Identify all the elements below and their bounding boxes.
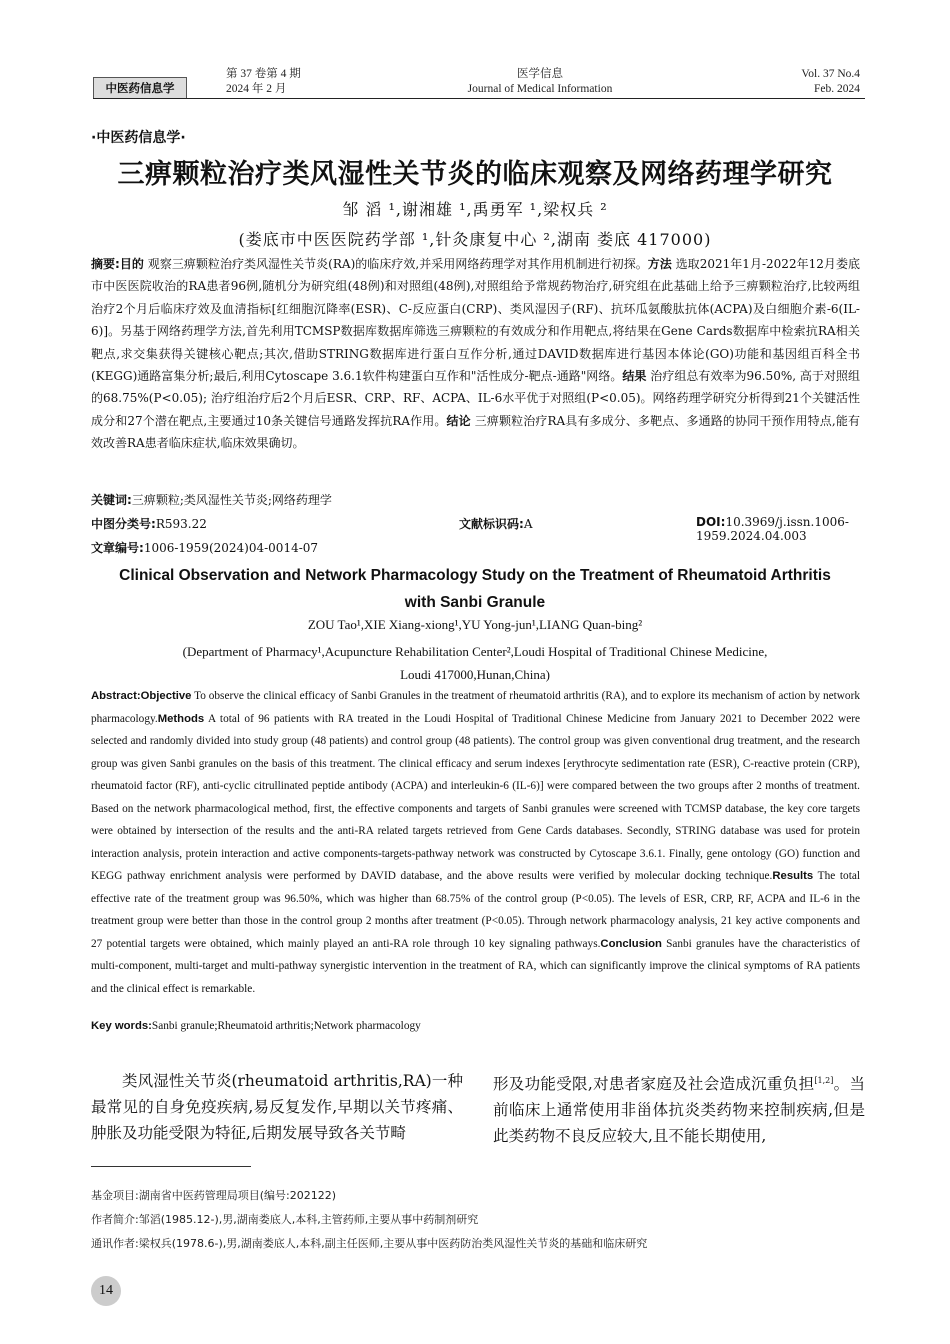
- keywords-cn-text: 三痹颗粒;类风湿性关节炎;网络药理学: [131, 493, 332, 507]
- en-objective-text: To observe the clinical efficacy of Sanbi Granules in the treatment of rheumatoid arthritis (RA), and to explore its mechanism of action by network pharmacology.: [91, 690, 860, 725]
- article-number: [91, 539, 318, 556]
- en-methods-label: Methods: [157, 712, 205, 725]
- header-journal-cn: 医学信息: [517, 68, 563, 80]
- en-conclusion-text: Sanbi granules have the characteristics of multi-component, multi-target and multi-pathway synergistic intervention in the treatment of RA, which can significantly improve the clinical symptoms of RA patients and the clinical effect is remarkable.: [91, 937, 860, 995]
- keywords-cn-label: 关键词:: [91, 493, 132, 507]
- footnote-author: 作者简介:邹滔(1985.12-),男,湖南娄底人,本科,主管药师,主要从事中药制剂研究: [91, 1213, 479, 1226]
- header-date-en: Feb. 2024: [814, 83, 860, 95]
- en-results-text: The total effective rate of the treatment group was 96.50%, which was higher than 68.75% of the control group (P<0.05). The levels of ESR, CRP, RF, ACPA and IL-6 in the treatment group were better than those in the control group 2 months after treatment (P<0.05). Through network pharmacology analysis, 21 key active components and 27 potential targets were obtained, which mainly played an anti-RA role through 10 key signaling pathways.: [91, 870, 860, 950]
- abstract-cn-label: 摘要:: [91, 257, 120, 271]
- doi-label: DOI:: [696, 515, 726, 529]
- keywords-en-text: Sanbi granule;Rheumatoid arthritis;Network pharmacology: [151, 1020, 421, 1032]
- body-column-right: [493, 1068, 865, 1149]
- journal-section-tab: 中医药信息学: [93, 77, 187, 99]
- classification-row: [91, 515, 860, 543]
- footnote-corresponding: 通讯作者:梁权兵(1978.6-),男,湖南娄底人,本科,副主任医师,主要从事中医药防治类风湿性关节炎的基础和临床研究: [91, 1237, 648, 1250]
- article-number-value: 1006-1959(2024)04-0014-07: [143, 541, 319, 555]
- header-volume-issue: 第 37 卷第 4 期: [226, 68, 301, 80]
- en-affiliation: [0, 640, 950, 686]
- header-journal-en: Journal of Medical Information: [467, 83, 613, 95]
- abstract-cn: [91, 253, 860, 455]
- clc: [91, 517, 207, 531]
- citation-ref: [1,2]: [814, 1076, 834, 1085]
- page-title: 三痹颗粒治疗类风湿性关节炎的临床观察及网络药理学研究: [117, 159, 833, 190]
- article-number-label: 文章编号:: [91, 541, 144, 555]
- authors: 邹 滔 ¹,谢湘雄 ¹,禹勇军 ¹,梁权兵 ²: [342, 200, 608, 219]
- en-affil-line1: (Department of Pharmacy¹,Acupuncture Rehabilitation Center²,Loudi Hospital of Traditional Chinese Medicine,: [182, 644, 768, 659]
- keywords-cn: [91, 491, 332, 508]
- doc-label: 文献标识码:: [459, 517, 524, 531]
- keywords-en-label: Key words:: [91, 1020, 152, 1032]
- en-conclusion-label: Conclusion: [600, 937, 662, 950]
- keywords-en: [91, 1020, 421, 1032]
- methods-text: 选取2021年1月-2022年12月娄底市中医医院收治的RA患者96例,随机分为研究组(48例)和对照组(48例),对照组给予常规药物治疗,研究组在此基础上给予三痹颗粒治疗,比较两组治疗2个月后临床疗效及血清指标[红细胞沉降率(ESR)、C-反应蛋白(CRP)、类风湿因子(RF)、抗环瓜氨酸肽抗体(ACPA)及白细胞介素-6(IL-6)]。另基于网络药理学方法,首先利用TCMSP数据库数据库筛选三痹颗粒的有效成分和作用靶点,将结果在Gene Cards数据库中检索抗RA相关靶点,求交集获得关键核心靶点;其次,借助STRING数据库进行蛋白互作分析,通过DAVID数据库进行基因本体论(GO)功能和基因组百科全书(KEGG)通路富集分析;最后,利用Cytoscape 3.6.1软件构建蛋白互作和"活性成分-靶点-通路"网络。: [91, 257, 860, 384]
- abstract-en: [91, 685, 860, 1000]
- en-title: [0, 562, 950, 616]
- conclusion-text: 三痹颗粒治疗RA具有多成分、多靶点、多通路的协同干预作用特点,能有效改善RA患者临床症状,临床效果确切。: [91, 413, 860, 451]
- body-column-left: 类风湿性关节炎(rheumatoid arthritis,RA)一种最常见的自身免疫疾病,易反复发作,早期以关节疼痛、肿胀及功能受限为特征,后期发展导致各关节畸: [91, 1072, 463, 1142]
- doc-value: A: [523, 517, 533, 531]
- clc-value: R593.22: [155, 517, 207, 531]
- objective-label: 目的: [119, 257, 144, 271]
- page-number: 14: [91, 1276, 121, 1306]
- header-date-cn: 2024 年 2 月: [226, 83, 287, 95]
- body-right-cont: 。当前临床上通常使用非甾体抗炎类药物来控制疾病,但是此类药物不良反应较大,且不能长期使用,: [493, 1075, 865, 1146]
- en-affil-line2: Loudi 417000,Hunan,China): [400, 667, 550, 682]
- body-right-text: 形及功能受限,对患者家庭及社会造成沉重负担: [493, 1075, 815, 1094]
- header-journal: [420, 67, 660, 97]
- en-title-line2: with Sanbi Granule: [404, 594, 546, 611]
- footnote-rule: [91, 1166, 251, 1167]
- affiliation: (娄底市中医医院药学部 ¹,针灸康复中心 ²,湖南 娄底 417000): [238, 230, 712, 249]
- results-label: 结果: [622, 369, 647, 384]
- header-volume: [226, 67, 301, 97]
- doi-value: 10.3969/j.issn.1006-1959.2024.04.003: [696, 515, 849, 543]
- en-authors: ZOU Tao¹,XIE Xiang-xiong¹,YU Yong-jun¹,LIANG Quan-bing²: [307, 617, 643, 632]
- doi: [696, 515, 860, 543]
- abstract-en-label: Abstract:: [91, 690, 141, 702]
- objective-text: 观察三痹颗粒治疗类风湿性关节炎(RA)的临床疗效,并采用网络药理学对其作用机制进行初探。: [143, 257, 648, 271]
- en-methods-text: A total of 96 patients with RA treated in the Loudi Hospital of Traditional Chinese Medicine from January 2021 to December 2022 were selected and randomly divided into study group (48 patients) and control group (48 patients). The control group was given conventional drug treatment, and the research group was given Sanbi granules on the basis of this treatment. The clinical efficacy and serum indexes [erythrocyte sedimentation rate (ESR), C-reactive protein (CRP), rheumatoid factor (RF), anti-cyclic citrullinated peptide antibody (ACPA) and interleukin-6 (IL-6)] were compared between the two groups after 2 months of treatment. Based on the network pharmacological method, first, the effective components and targets of Sanbi granules were screened with TCMSP database, the key core targets were obtained by intersection of the results and the anti-RA related targets retrieved from Gene Cards databases. Secondly, STRING database was used for protein interaction analysis, protein interaction and active components-targets-pathway network was constructed by Cytoscape 3.6.1. Finally, gene ontology (GO) function and KEGG pathway enrichment analysis were performed by DAVID database, and the above results were verified by molecular docking technique.: [91, 712, 860, 882]
- section-label: ·中医药信息学·: [91, 130, 186, 146]
- header-volume-en: [801, 67, 860, 97]
- footnote-fund: 基金项目:湖南省中医药管理局项目(编号:202122): [91, 1189, 336, 1202]
- en-results-label: Results: [772, 870, 814, 882]
- results-text: 治疗组总有效率为96.50%, 高于对照组的68.75%(P<0.05); 治疗组治疗后2个月后ESR、CRP、RF、ACPA、IL-6水平优于对照组(P<0.05)。网络药理学研究分析得到21个关键活性成分和27个潜在靶点,主要通过10条关键信号通路发挥抗RA作用。: [91, 369, 860, 428]
- en-title-line1: Clinical Observation and Network Pharmacology Study on the Treatment of Rheumatoid Arthritis: [119, 567, 831, 584]
- header-rule: [93, 98, 865, 99]
- en-objective-label: Objective: [140, 690, 192, 702]
- clc-label: 中图分类号:: [91, 517, 156, 531]
- methods-label: 方法: [647, 257, 672, 271]
- header-vol-no: Vol. 37 No.4: [801, 68, 860, 80]
- conclusion-label: 结论: [446, 413, 471, 428]
- doc-code: [459, 515, 532, 532]
